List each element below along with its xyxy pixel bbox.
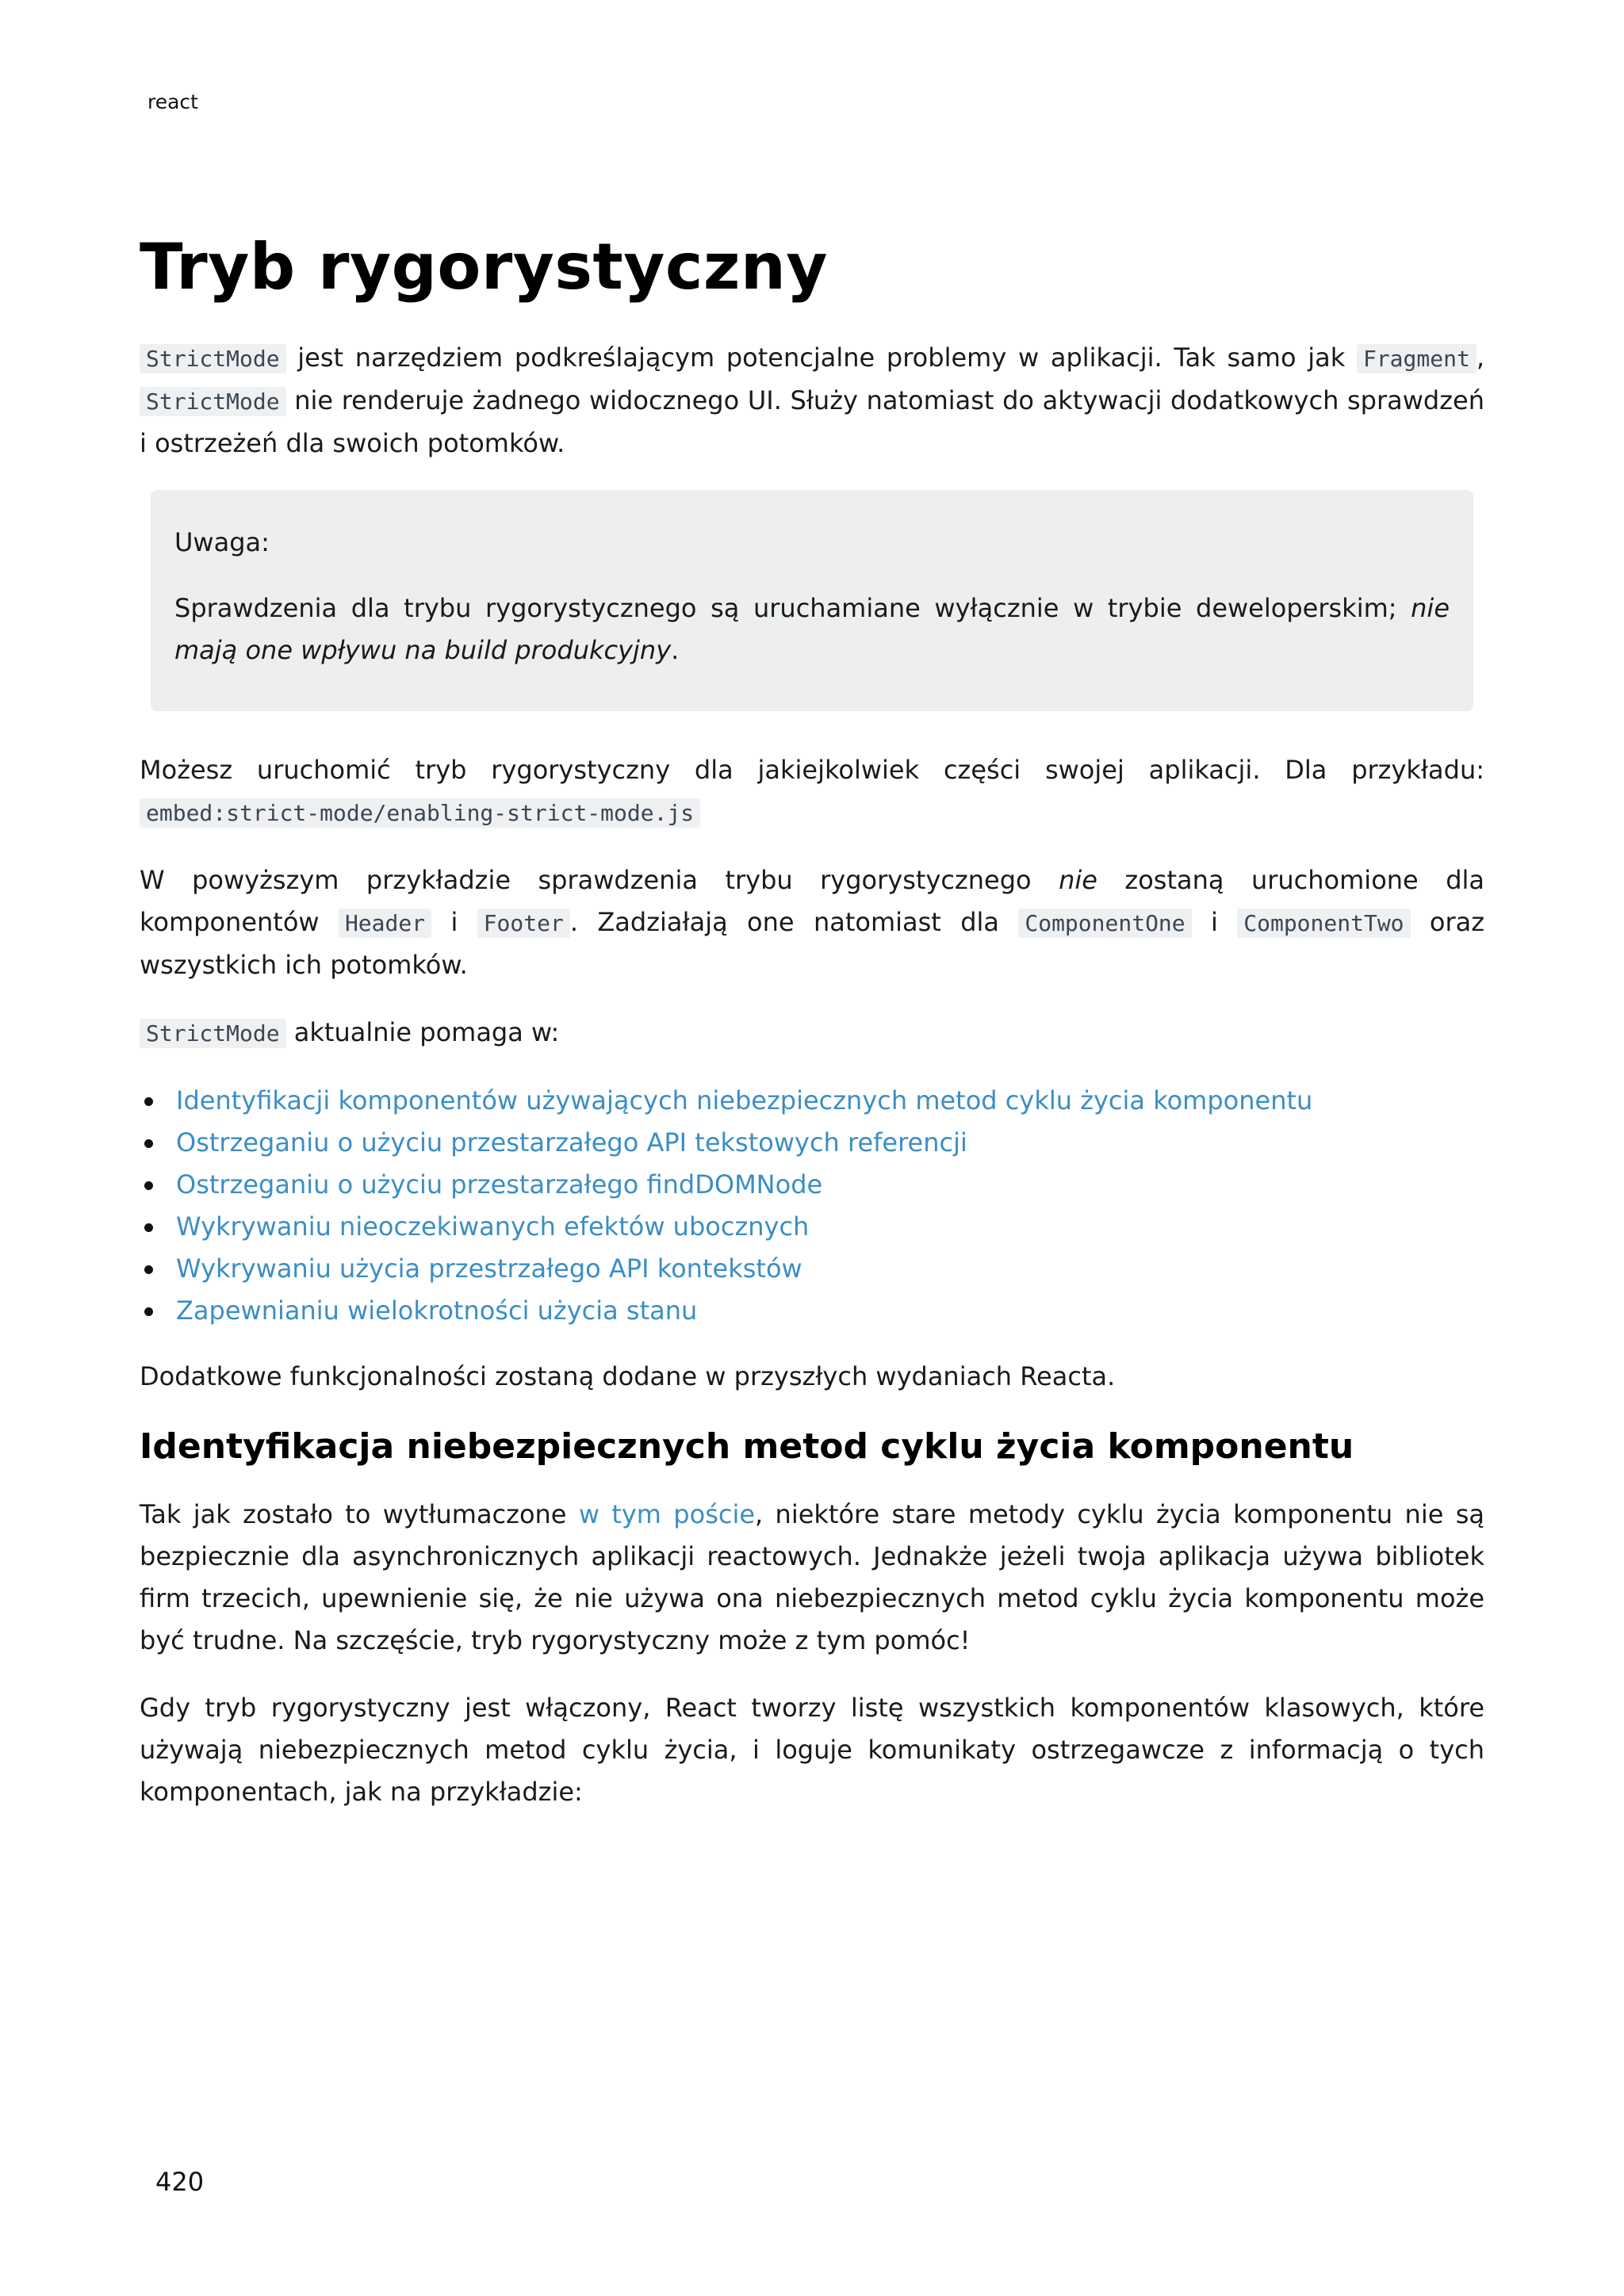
running-head: react [147, 90, 198, 113]
bullet-icon [144, 1139, 153, 1148]
section-heading: Identyfikacja niebezpiecznych metod cyklu życia komponentu [140, 1426, 1354, 1467]
inline-code: StrictMode [140, 344, 286, 373]
list-item [140, 1206, 1484, 1248]
bullet-icon [144, 1265, 153, 1274]
inline-code: StrictMode [140, 1019, 286, 1048]
page-title: Tryb rygorystyczny [140, 230, 829, 304]
list-link[interactable]: Wykrywaniu nieoczekiwanych efektów ubocznych [176, 1211, 810, 1242]
list-link[interactable]: Ostrzeganiu o użyciu przestarzałego API tekstowych referencji [176, 1127, 967, 1158]
note-text: Sprawdzenia dla trybu rygorystycznego są uruchamiane wyłącznie w trybie deweloperskim; nie mają one wpływu na build produkcyjny. [174, 593, 1450, 665]
note-title: Uwaga: [174, 527, 270, 557]
intro-paragraph: StrictMode jest narzędziem podkreślającym potencjalne problemy w aplikacji. Tak samo jak Fragment , StrictMode nie renderuje żadnego widocznego UI. Służy natomiast do aktywacji dodatkowych sprawdzeń i ostrzeżeń dla swoich potomków. [140, 342, 1484, 458]
bullet-icon [144, 1307, 153, 1316]
inline-code: ComponentTwo [1237, 909, 1410, 938]
future-paragraph: Dodatkowe funkcjonalności zostaną dodane w przyszłych wydaniach Reacta. [140, 1361, 1116, 1391]
section-paragraph-2: Gdy tryb rygorystyczny jest włączony, React tworzy listę wszystkich komponentów klasowych, które używają niebezpiecznych metod cyklu życia, i loguje komunikaty ostrzegawcze z informacją o tych komponentach, jak na przykładzie: [140, 1693, 1484, 1807]
inline-code: ComponentOne [1018, 909, 1191, 938]
list-item [140, 1290, 1484, 1332]
inline-code: Header [339, 909, 431, 938]
example-paragraph: W powyższym przykładzie sprawdzenia trybu rygorystycznego nie zostaną uruchomione dla komponentów Header i Footer . Zadziałają one natomiast dla ComponentOne i ComponentTwo oraz wszystkich ich potomków. [140, 865, 1485, 980]
list-item [140, 1122, 1484, 1164]
bullet-icon [144, 1181, 153, 1190]
list-link[interactable]: Identyfikacji komponentów używających niebezpiecznych metod cyklu życia komponentu [176, 1085, 1313, 1115]
list-item [140, 1164, 1484, 1206]
bullet-icon [144, 1223, 153, 1232]
features-list [140, 1080, 1484, 1332]
inline-code: Footer [477, 909, 570, 938]
list-link[interactable]: Wykrywaniu użycia przestrzałego API kontekstów [176, 1253, 802, 1284]
bullet-icon [144, 1097, 153, 1106]
main-content [140, 230, 1484, 1839]
helps-paragraph: StrictMode aktualnie pomaga w: [140, 1012, 1484, 1054]
list-item [140, 1080, 1484, 1122]
page-number: 420 [155, 2167, 205, 2197]
list-link[interactable]: Ostrzeganiu o użyciu przestarzałego findDOMNode [176, 1169, 823, 1200]
enable-paragraph: Możesz uruchomić tryb rygorystyczny dla jakiejkolwiek części swojej aplikacji. Dla przykładu: embed:strict-mode/enabling-strict-mode.js [140, 755, 1484, 826]
section-paragraph-1: Tak jak zostało to wytłumaczone w tym poście, niektóre stare metody cyklu życia komponentu nie są bezpiecznie dla asynchronicznych aplikacji reactowych. Jednakże jeżeli twoja aplikacja używa bibliotek firm trzecich, upewnienie się, że nie używa ona niebezpiecznych metod cyklu życia komponentu może być trudne. Na szczęście, tryb rygorystyczny może z tym pomóc! [140, 1499, 1484, 1655]
list-link[interactable]: Zapewnianiu wielokrotności użycia stanu [176, 1295, 698, 1326]
inline-code: Fragment [1357, 344, 1477, 373]
note-box [151, 490, 1473, 711]
blog-post-link[interactable]: w tym poście [578, 1499, 756, 1529]
inline-code: StrictMode [140, 387, 286, 416]
inline-code: embed:strict-mode/enabling-strict-mode.js [140, 798, 700, 828]
list-item [140, 1248, 1484, 1290]
